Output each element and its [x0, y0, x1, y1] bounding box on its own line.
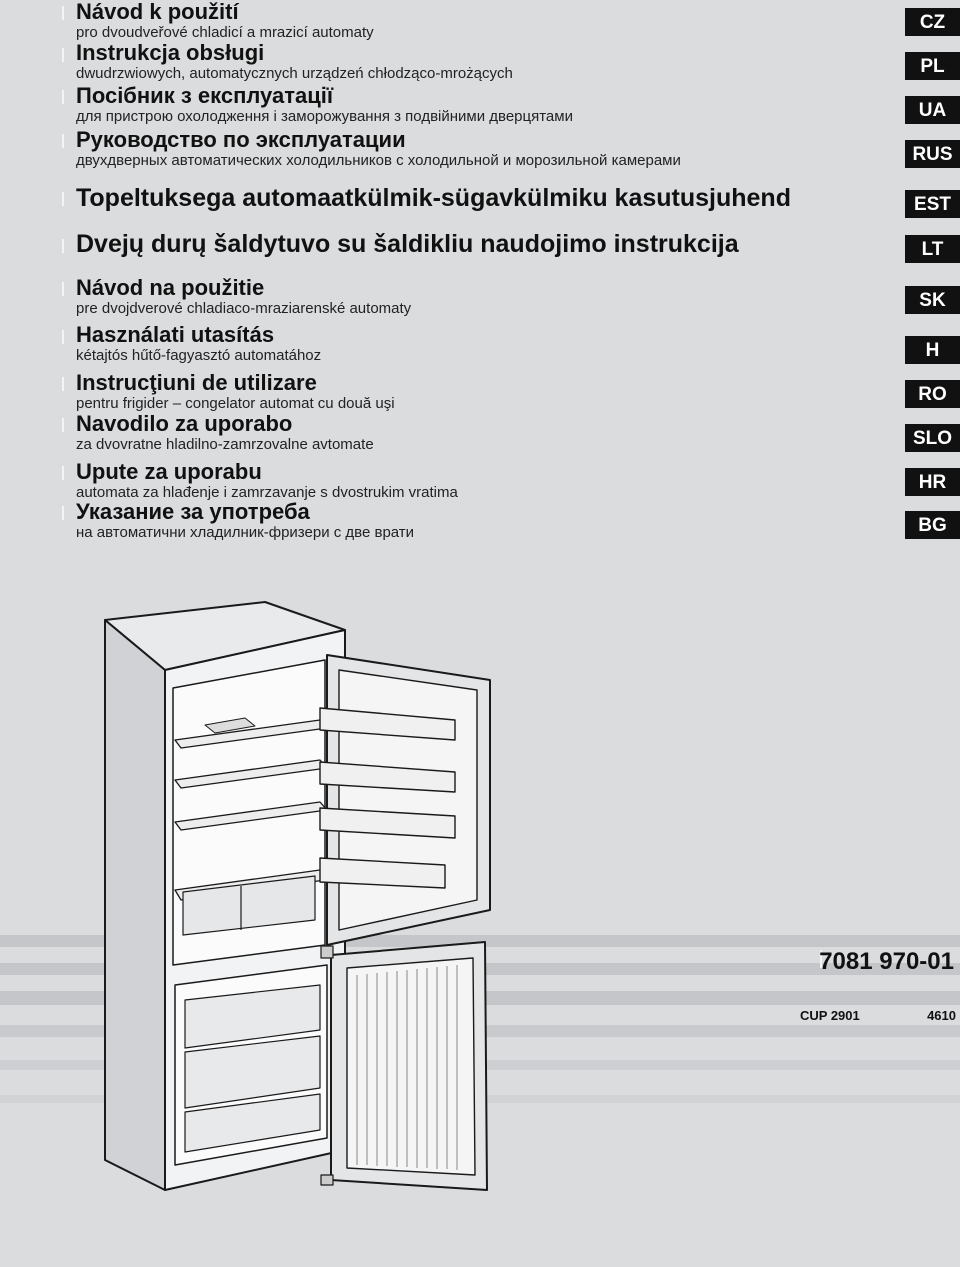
badge-rus: RUS: [905, 140, 960, 168]
badge-h: H: [905, 336, 960, 364]
subtitle-bg: на автоматични хладилник-фризери с две врати: [76, 524, 415, 541]
entry-pl: [76, 42, 513, 81]
title-ro: Instrucţiuni de utilizare: [76, 370, 317, 395]
badge-hr: HR: [905, 468, 960, 496]
doc-code: 4610: [927, 1008, 956, 1023]
badge-cz: CZ: [905, 8, 960, 36]
subtitle-h: kétajtós hűtő-fagyasztó automatához: [76, 347, 322, 364]
title-rus: Руководство по эксплуатации: [76, 127, 406, 152]
badge-est: EST: [905, 190, 960, 218]
entry-lt: [76, 232, 739, 257]
entry-h: [76, 324, 321, 363]
badge-pl: PL: [905, 52, 960, 80]
title-est: Topeltuksega automaatkülmik-sügavkülmiku kasutusjuhend: [76, 184, 791, 212]
entry-sk: [76, 277, 411, 316]
subtitle-ro: pentru frigider – congelator automat cu două uşi: [76, 395, 395, 412]
entry-bg: [76, 501, 414, 540]
entry-rus: [76, 129, 681, 168]
badge-sk: SK: [905, 286, 960, 314]
badge-slo: SLO: [905, 424, 960, 452]
title-h: Használati utasítás: [76, 322, 275, 347]
entry-hr: [76, 461, 458, 500]
document-number: 7081 970-01: [819, 948, 954, 975]
entry-slo: [76, 413, 374, 452]
subtitle-sk: pre dvojdverové chladiaco-mraziarenské automaty: [76, 300, 412, 317]
subtitle-hr: automata za hlađenje i zamrzavanje s dvostrukim vratima: [76, 484, 458, 501]
title-cz: Návod k použití: [76, 0, 239, 24]
title-hr: Upute za uporabu: [76, 459, 262, 484]
title-slo: Navodilo za uporabo: [76, 411, 293, 436]
subtitle-slo: za dvovratne hladilno-zamrzovalne avtomate: [76, 436, 374, 453]
entry-ro: [76, 372, 395, 411]
fridge-freezer-illustration: [95, 590, 515, 1220]
subtitle-ua: для пристрою охолодження і заморожування з подвійними дверцятами: [76, 108, 573, 125]
model-number: CUP 2901: [800, 1008, 860, 1023]
title-pl: Instrukcja obsługi: [76, 40, 265, 65]
entry-ua: [76, 85, 573, 124]
title-lt: Dvejų durų šaldytuvo su šaldikliu naudojimo instrukcija: [76, 230, 739, 258]
badge-ua: UA: [905, 96, 960, 124]
badge-lt: LT: [905, 235, 960, 263]
badge-ro: RO: [905, 380, 960, 408]
badge-bg: BG: [905, 511, 960, 539]
title-ua: Посібник з експлуатації: [76, 83, 334, 108]
title-bg: Указание за употреба: [76, 499, 310, 524]
subtitle-pl: dwudrzwiowych, automatycznych urządzeń chłodząco-mrożących: [76, 65, 513, 82]
subtitle-cz: pro dvoudveřové chladicí a mrazicí automaty: [76, 24, 374, 41]
entry-est: [76, 186, 791, 211]
entry-cz: [76, 1, 374, 40]
title-sk: Návod na použitie: [76, 275, 265, 300]
subtitle-rus: двухдверных автоматических холодильников с холодильной и морозильной камерами: [76, 152, 681, 169]
